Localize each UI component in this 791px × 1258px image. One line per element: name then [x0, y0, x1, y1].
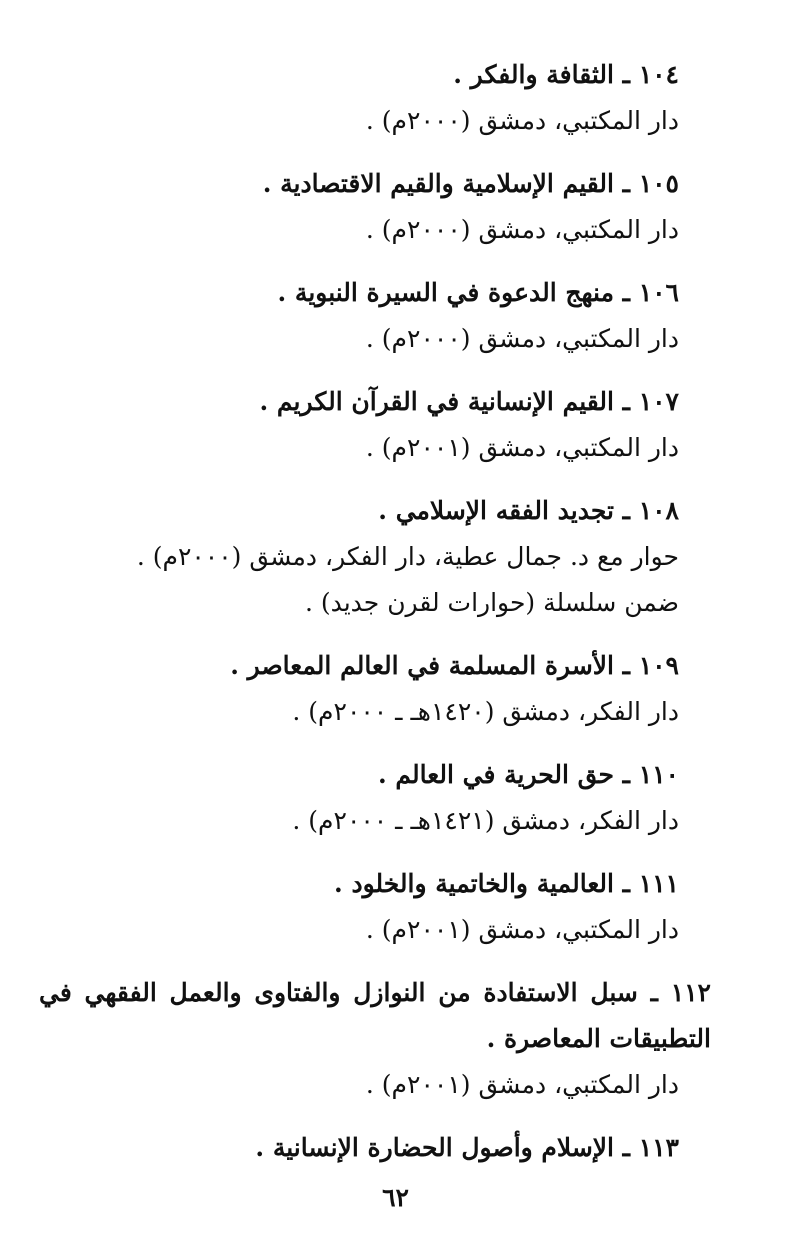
entry-publisher: دار المكتبي، دمشق (٢٠٠١م) . [365, 433, 679, 462]
bibliography-entry-112 [39, 970, 711, 1108]
entry-title: ١٠٥ ـ القيم الإسلامية والقيم الاقتصادية . [262, 169, 679, 198]
entry-series-note: ضمن سلسلة (حوارات لقرن جديد) . [304, 588, 679, 617]
entry-publisher: دار المكتبي، دمشق (٢٠٠١م) . [365, 1070, 679, 1099]
bibliography-entry-104 [39, 52, 679, 144]
entry-publisher: دار المكتبي، دمشق (٢٠٠٠م) . [365, 215, 679, 244]
entry-title: ١٠٤ ـ الثقافة والفكر . [453, 60, 679, 89]
entry-title: ١٠٧ ـ القيم الإنسانية في القرآن الكريم . [259, 387, 679, 416]
bibliography-entry-111 [39, 861, 679, 953]
entry-publisher: دار الفكر، دمشق (١٤٢٠هـ ـ ٢٠٠٠م) . [292, 697, 679, 726]
page-number: ٦٢ [382, 1183, 409, 1212]
bibliography-list [39, 52, 711, 1188]
entry-title: ١١٠ ـ حق الحرية في العالم . [378, 760, 679, 789]
entry-title: ١٠٩ ـ الأسرة المسلمة في العالم المعاصر . [230, 651, 679, 680]
entry-title: ١٠٨ ـ تجديد الفقه الإسلامي . [378, 496, 679, 525]
entry-publisher: دار المكتبي، دمشق (٢٠٠٠م) . [365, 106, 679, 135]
bibliography-entry-113 [39, 1125, 679, 1171]
entry-title: ١١٣ ـ الإسلام وأصول الحضارة الإنسانية . [255, 1133, 679, 1162]
bibliography-entry-105 [39, 161, 679, 253]
entry-title: ١٠٦ ـ منهج الدعوة في السيرة النبوية . [277, 278, 679, 307]
bibliography-entry-107 [39, 379, 679, 471]
bibliography-entry-109 [39, 643, 679, 735]
entry-publisher: حوار مع د. جمال عطية، دار الفكر، دمشق (٢٠٠٠م) . [136, 542, 679, 571]
entry-publisher: دار الفكر، دمشق (١٤٢١هـ ـ ٢٠٠٠م) . [292, 806, 679, 835]
entry-publisher: دار المكتبي، دمشق (٢٠٠٠م) . [365, 324, 679, 353]
bibliography-entry-106 [39, 270, 679, 362]
bibliography-entry-110 [39, 752, 679, 844]
bibliography-entry-108 [39, 488, 679, 626]
entry-publisher: دار المكتبي، دمشق (٢٠٠١م) . [365, 915, 679, 944]
entry-title: ١١١ ـ العالمية والخاتمية والخلود . [334, 869, 679, 898]
entry-title: ١١٢ ـ سبل الاستفادة من النوازل والفتاوى والعمل الفقهي في التطبيقات المعاصرة . [39, 978, 711, 1053]
